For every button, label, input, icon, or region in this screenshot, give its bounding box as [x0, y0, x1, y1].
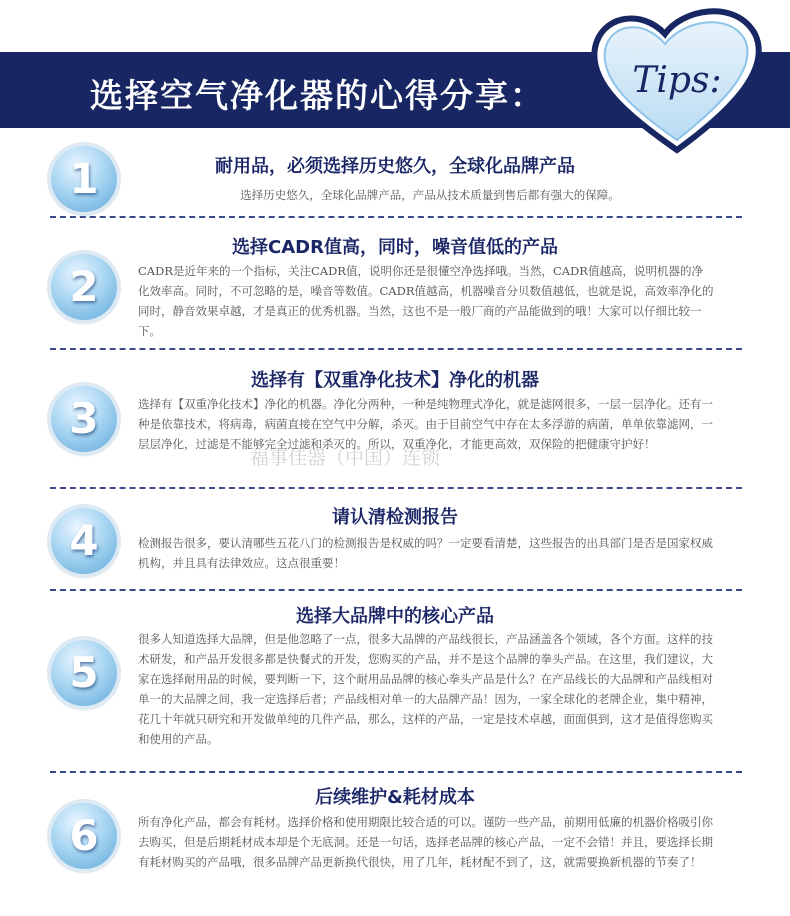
divider: [50, 589, 742, 591]
section-body: 选择有【双重净化技术】净化的机器。净化分两种，一种是纯物理式净化，就是滤网很多，一层一层净化。还有一种是依靠技术，将病毒，病菌直接在空气中分解，杀灭。由于目前空气中存在太多浮游的病菌，单单依靠滤网，一层层净化，过滤是不能够完全过滤和杀灭的。所以，双重净化，才能更高效，双保险的把健康守护好！: [138, 397, 713, 451]
divider: [50, 216, 742, 218]
section-title: 请认清检测报告: [332, 507, 458, 528]
badge-number: 5: [69, 648, 99, 697]
badge-number: 1: [69, 154, 99, 203]
badge-number: 6: [69, 811, 99, 860]
divider: [50, 348, 742, 350]
section-body: 检测报告很多，要认清哪些五花八门的检测报告是权威的吗？一定要看清楚，这些报告的出具部门是否是国家权威机构，并且具有法律效应。这点很重要！: [138, 536, 713, 570]
number-badge-5: [51, 640, 117, 706]
section-title: 选择有【双重净化技术】净化的机器: [251, 370, 539, 391]
watermark: 福事佳器（中国）连锁: [250, 447, 441, 469]
page-title: 选择空气净化器的心得分享：: [90, 76, 545, 115]
section-body: 所有净化产品，都会有耗材。选择价格和使用期限比较合适的可以。谨防一些产品，前期用低廉的机器价格吸引你去购买，但是后期耗材成本却是个无底洞。还是一句话，选择老品牌的核心产品，一定不会错！并且，要选择长期有耗材购买的产品哦，很多品牌产品更新换代很快，用了几年，耗材配不到了，这，就需要换新机器的节奏了！: [138, 815, 713, 869]
badge-number: 3: [69, 394, 99, 443]
divider: [50, 771, 742, 773]
badge-number: 2: [69, 262, 99, 311]
number-badge-6: [51, 803, 117, 869]
section-title: 耐用品，必须选择历史悠久，全球化品牌产品: [215, 156, 575, 177]
badge-number: 4: [69, 516, 99, 565]
tips-label: Tips:: [632, 60, 722, 101]
section-body: CADR是近年来的一个指标，关注CADR值，说明你还是很懂空净选择哦。当然，CADR值越高，说明机器的净化效率高。同时，不可忽略的是，噪音等数值。CADR值越高，机器噪音分贝数值越低，也就是说，高效率净化的同时，静音效果卓越，才是真正的优秀机器。当然，这也不是一般厂商的产品能做到的哦！大家可以仔细比较一下。: [138, 264, 714, 338]
section-body: 很多人知道选择大品牌，但是他忽略了一点，很多大品牌的产品线很长，产品涵盖各个领域，各个方面。这样的技术研发，和产品开发很多都是快餐式的开发，您购买的产品，并不是这个品牌的拳头产品。在这里，我们建议，大家在选择耐用品的时候，要判断一下，这个耐用品品牌的核心拳头产品是什么？在产品线长的大品牌和产品线相对单一的大品牌之间，我一定选择后者；产品线相对单一的大品牌产品！因为，一家全球化的老牌企业，集中精神，花几十年就只研究和开发做单纯的几件产品，那么，这样的产品，一定是技术卓越，面面俱到，这才是值得您购买和使用的产品。: [138, 632, 713, 746]
section-title: 后续维护&耗材成本: [315, 787, 475, 808]
number-badge-2: [51, 254, 117, 320]
number-badge-3: [51, 386, 117, 452]
section-title: 选择CADR值高，同时，噪音值低的产品: [232, 237, 558, 258]
section-body: 选择历史悠久，全球化品牌产品，产品从技术质量到售后都有强大的保障。: [240, 188, 620, 202]
divider: [50, 487, 742, 489]
section-title: 选择大品牌中的核心产品: [296, 606, 494, 627]
